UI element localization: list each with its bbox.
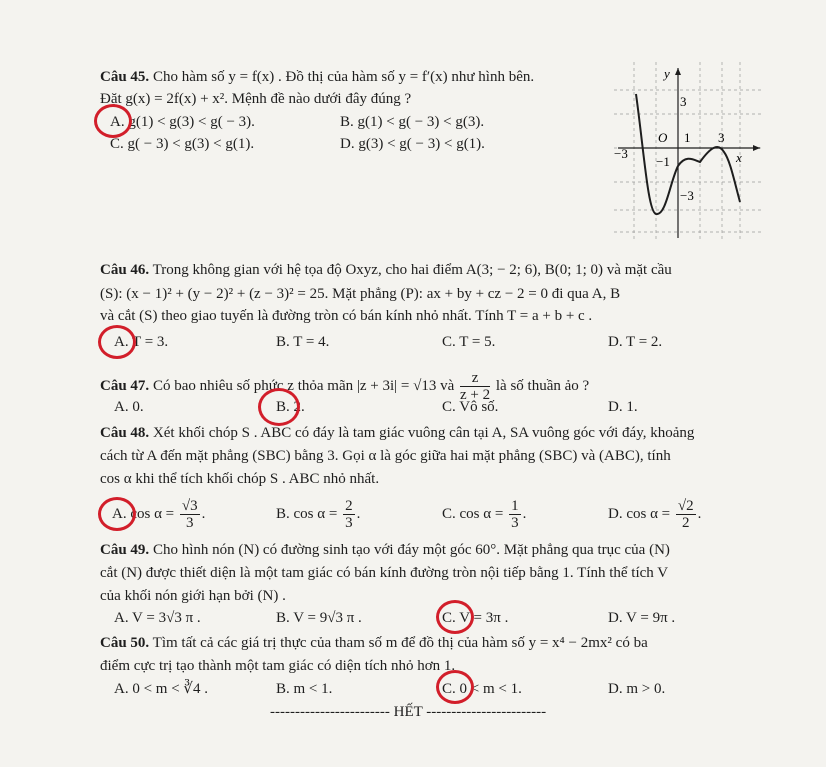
q47-option-a[interactable]: A. 0. xyxy=(114,399,144,415)
q47-label: Câu 47. xyxy=(100,378,150,394)
tick-3: 3 xyxy=(718,130,725,145)
q45-label: Câu 45. xyxy=(100,69,150,85)
q46-label: Câu 46. xyxy=(100,262,150,278)
q49-line1 xyxy=(100,541,670,559)
answer-mark-circle xyxy=(258,388,300,426)
answer-mark-circle xyxy=(436,600,474,634)
q48-line1 xyxy=(100,424,694,442)
tick-minus-3: −3 xyxy=(614,146,628,161)
q46-line3: và cắt (S) theo giao tuyến là đường tròn có bán kính nhỏ nhất. Tính T = a + b + c . xyxy=(100,308,593,324)
q46-option-b[interactable]: B. T = 4. xyxy=(276,334,330,350)
q49-option-a[interactable]: A. V = 3√3 π . xyxy=(114,610,201,626)
value-minus-1: −1 xyxy=(656,154,670,169)
q45-text1: Cho hàm số y = f(x) . Đồ thị của hàm số y = f′(x) như hình bên. xyxy=(152,69,535,85)
q47-fraction: $\frac{z}{z + 2}$ xyxy=(460,370,491,404)
answer-mark-circle xyxy=(98,325,136,359)
q48-option-a[interactable]: A. cos α = $\frac{√3}{3}$ . xyxy=(112,498,206,532)
answer-mark-circle xyxy=(98,497,136,531)
q47-text2: là số thuần ảo ? xyxy=(495,378,590,394)
q45-line1 xyxy=(100,68,534,86)
q46-option-c[interactable]: C. T = 5. xyxy=(442,334,496,350)
q47-option-c[interactable]: C. Vô số. xyxy=(442,399,499,415)
q47-text1: Có bao nhiêu số phức z thỏa mãn |z + 3i| = √13 và xyxy=(152,378,455,394)
q45-line2: Đặt g(x) = 2f(x) + x². Mệnh đề nào dưới đây đúng ? xyxy=(100,91,412,107)
q48-text1: Xét khối chóp S . ABC có đáy là tam giác vuông cân tại A, SA vuông góc với đáy, khoảng xyxy=(152,425,695,441)
q48-option-d[interactable]: D. cos α = $\frac{√2}{2}$ . xyxy=(608,498,702,532)
origin-label: O xyxy=(658,130,668,145)
q50-option-c[interactable]: C. 0 < m < 1. xyxy=(442,681,522,697)
q45-option-c[interactable]: C. g( − 3) < g(3) < g(1). xyxy=(110,136,255,152)
q50-line2: điểm cực trị tạo thành một tam giác có diện tích nhỏ hơn 1. xyxy=(100,658,456,674)
tick-1: 1 xyxy=(684,130,691,145)
q49-option-b[interactable]: B. V = 9√3 π . xyxy=(276,610,362,626)
q48-line2: cách từ A đến mặt phẳng (SBC) bằng 3. Gọi α là góc giữa hai mặt phẳng (SBC) và (ABC), tính xyxy=(100,448,671,464)
derivative-graph xyxy=(614,62,764,242)
q50-option-a[interactable]: A. 0 < m < ∛4 . xyxy=(114,681,208,697)
value-minus-3: −3 xyxy=(680,188,694,203)
q49-line3: của khối nón giới hạn bởi (N) . xyxy=(100,588,286,604)
q46-line1 xyxy=(100,261,672,279)
q50-line1 xyxy=(100,634,648,652)
q45-option-d[interactable]: D. g(3) < g( − 3) < g(1). xyxy=(340,136,485,152)
q50-text1: Tìm tất cả các giá trị thực của tham số m để đồ thị của hàm số y = x⁴ − 2mx² có ba xyxy=(152,635,648,651)
answer-mark-circle xyxy=(94,104,132,138)
end-marker: ------------------------ HẾT ------------------------ xyxy=(270,704,547,720)
q45-option-a[interactable]: A. g(1) < g(3) < g( − 3). xyxy=(110,114,255,130)
q46-option-a[interactable]: A. T = 3. xyxy=(114,334,169,350)
q48-line3: cos α khi thể tích khối chóp S . ABC nhỏ nhất. xyxy=(100,471,380,487)
q47-option-d[interactable]: D. 1. xyxy=(608,399,638,415)
q46-option-d[interactable]: D. T = 2. xyxy=(608,334,663,350)
q45-option-b[interactable]: B. g(1) < g( − 3) < g(3). xyxy=(340,114,485,130)
q47-option-b[interactable]: B. 2. xyxy=(276,399,305,415)
q49-label: Câu 49. xyxy=(100,542,150,558)
q50-label: Câu 50. xyxy=(100,635,150,651)
q49-text1: Cho hình nón (N) có đường sinh tạo với đáy một góc 60°. Mặt phẳng qua trục của (N) xyxy=(152,542,670,558)
answer-mark-circle xyxy=(436,670,474,704)
q49-option-d[interactable]: D. V = 9π . xyxy=(608,610,676,626)
y-label: y xyxy=(664,66,670,81)
q48-option-b[interactable]: B. cos α = $\frac{2}{3}$ . xyxy=(276,498,361,532)
q47-line1 xyxy=(100,369,589,403)
q50-option-b[interactable]: B. m < 1. xyxy=(276,681,333,697)
q46-text1: Trong không gian với hệ tọa độ Oxyz, cho hai điểm A(3; − 2; 6), B(0; 1; 0) và mặt cầu xyxy=(152,262,672,278)
q48-option-c[interactable]: C. cos α = $\frac{1}{3}$ . xyxy=(442,498,527,532)
value-3: 3 xyxy=(680,94,687,109)
q48-label: Câu 48. xyxy=(100,425,150,441)
q50-option-d[interactable]: D. m > 0. xyxy=(608,681,666,697)
q46-line2: (S): (x − 1)² + (y − 2)² + (z − 3)² = 25. Mặt phẳng (P): ax + by + cz − 2 = 0 đi qua A, B xyxy=(100,286,621,302)
q49-line2: cắt (N) được thiết diện là một tam giác có bán kính đường tròn nội tiếp bằng 1. Tính thể tích V xyxy=(100,565,669,581)
q49-option-c[interactable]: C. V = 3π . xyxy=(442,610,509,626)
x-label: x xyxy=(736,150,742,165)
